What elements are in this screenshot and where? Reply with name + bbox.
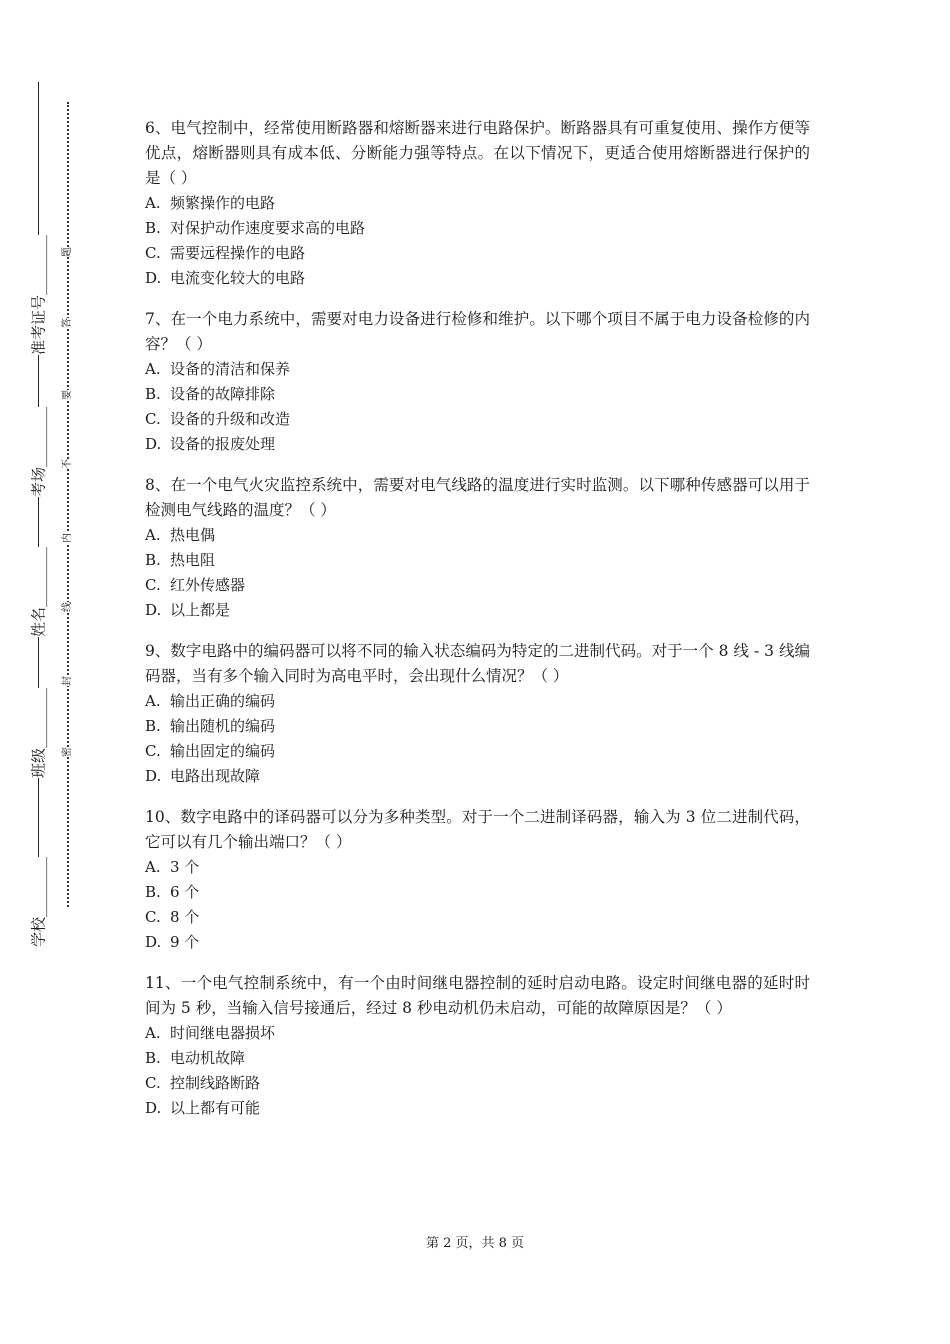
option-text: 时间继电器损坏 xyxy=(170,1024,276,1042)
option-letter: A. xyxy=(145,858,161,876)
option-text: 热电偶 xyxy=(170,526,216,544)
option-b[interactable] xyxy=(145,714,810,739)
option-a[interactable] xyxy=(145,357,810,382)
question-stem: 10、数字电路中的译码器可以分为多种类型。对于一个二进制译码器，输入为 3 位二进制代码，它可以有几个输出端口？（ ） xyxy=(145,808,810,851)
seal-char: 不 xyxy=(60,459,76,469)
option-letter: C. xyxy=(145,1074,161,1092)
seal-char: 内 xyxy=(60,533,76,543)
option-letter: D. xyxy=(145,933,162,951)
question-list xyxy=(145,116,810,1137)
question-stem: 9、数字电路中的编码器可以将不同的输入状态编码为特定的二进制代码。对于一个 8 线 - 3 线编码器，当有多个输入同时为高电平时，会出现什么情况？（ ） xyxy=(145,642,810,685)
option-text: 控制线路断路 xyxy=(170,1074,261,1092)
option-letter: C. xyxy=(145,244,161,262)
option-letter: C. xyxy=(145,410,161,428)
option-b[interactable] xyxy=(145,880,810,905)
option-text: 设备的报废处理 xyxy=(170,435,276,453)
question-8 xyxy=(145,473,810,623)
seal-char: 要 xyxy=(60,390,76,400)
option-letter: B. xyxy=(145,385,161,403)
seal-dotted-line xyxy=(67,102,69,907)
option-text: 输出正确的编码 xyxy=(170,692,276,710)
option-text: 输出随机的编码 xyxy=(170,717,276,735)
question-11 xyxy=(145,971,810,1121)
option-c[interactable] xyxy=(145,1071,810,1096)
option-a[interactable] xyxy=(145,191,810,216)
binding-solid-line xyxy=(38,82,39,927)
option-d[interactable] xyxy=(145,1096,810,1121)
option-text: 9 个 xyxy=(170,933,200,951)
option-text: 设备的清洁和保养 xyxy=(170,360,291,378)
option-letter: B. xyxy=(145,219,161,237)
option-d[interactable] xyxy=(145,598,810,623)
question-9 xyxy=(145,639,810,789)
option-text: 电动机故障 xyxy=(170,1049,246,1067)
seal-char: 题 xyxy=(60,247,76,257)
option-b[interactable] xyxy=(145,382,810,407)
exam-id-label: 准考证号________ xyxy=(28,235,51,355)
option-letter: A. xyxy=(145,692,161,710)
option-b[interactable] xyxy=(145,216,810,241)
option-a[interactable] xyxy=(145,523,810,548)
option-letter: D. xyxy=(145,435,162,453)
seal-char: 封 xyxy=(60,676,76,686)
question-7 xyxy=(145,307,810,457)
option-letter: B. xyxy=(145,1049,161,1067)
question-6 xyxy=(145,116,810,291)
school-label: 学校________ xyxy=(28,857,51,947)
option-text: 需要远程操作的电路 xyxy=(170,244,306,262)
option-text: 电流变化较大的电路 xyxy=(170,269,306,287)
option-text: 热电阻 xyxy=(170,551,216,569)
option-letter: A. xyxy=(145,360,161,378)
question-stem: 7、在一个电力系统中，需要对电力设备进行检修和维护。以下哪个项目不属于电力设备检修的内容？（ ） xyxy=(145,310,810,353)
option-c[interactable] xyxy=(145,407,810,432)
option-c[interactable] xyxy=(145,739,810,764)
option-text: 设备的故障排除 xyxy=(170,385,276,403)
seal-char: 线 xyxy=(60,602,76,612)
option-d[interactable] xyxy=(145,266,810,291)
option-text: 红外传感器 xyxy=(170,576,246,594)
option-letter: C. xyxy=(145,908,161,926)
question-stem: 11、一个电气控制系统中，有一个由时间继电器控制的延时启动电路。设定时间继电器的延时时间为 5 秒，当输入信号接通后，经过 8 秒电动机仍未启动，可能的故障原因是？（ ） xyxy=(145,974,810,1017)
option-a[interactable] xyxy=(145,689,810,714)
option-letter: D. xyxy=(145,601,162,619)
option-b[interactable] xyxy=(145,1046,810,1071)
option-b[interactable] xyxy=(145,548,810,573)
option-text: 对保护动作速度要求高的电路 xyxy=(170,219,366,237)
binding-margin xyxy=(0,0,73,1344)
option-d[interactable] xyxy=(145,764,810,789)
option-text: 输出固定的编码 xyxy=(170,742,276,760)
student-name-label: 姓名________ xyxy=(28,547,51,637)
option-letter: B. xyxy=(145,883,161,901)
option-letter: D. xyxy=(145,269,162,287)
option-text: 6 个 xyxy=(170,883,200,901)
question-stem: 8、在一个电气火灾监控系统中，需要对电气线路的温度进行实时监测。以下哪种传感器可以用于检测电气线路的温度？（ ） xyxy=(145,476,810,519)
option-letter: B. xyxy=(145,717,161,735)
option-text: 以上都有可能 xyxy=(170,1099,261,1117)
option-text: 设备的升级和改造 xyxy=(170,410,291,428)
option-letter: A. xyxy=(145,526,161,544)
option-text: 8 个 xyxy=(170,908,200,926)
page-number: 第 2 页，共 8 页 xyxy=(425,1236,525,1251)
exam-room-label: 考场________ xyxy=(28,407,51,497)
option-a[interactable] xyxy=(145,855,810,880)
option-c[interactable] xyxy=(145,905,810,930)
option-text: 3 个 xyxy=(170,858,200,876)
option-letter: C. xyxy=(145,576,161,594)
option-c[interactable] xyxy=(145,241,810,266)
seal-char: 密 xyxy=(60,747,76,757)
option-text: 以上都是 xyxy=(170,601,231,619)
option-d[interactable] xyxy=(145,432,810,457)
option-d[interactable] xyxy=(145,930,810,955)
option-letter: A. xyxy=(145,194,161,212)
option-text: 电路出现故障 xyxy=(170,767,261,785)
option-text: 频繁操作的电路 xyxy=(170,194,276,212)
option-letter: D. xyxy=(145,767,162,785)
option-letter: A. xyxy=(145,1024,161,1042)
question-stem: 6、电气控制中，经常使用断路器和熔断器来进行电路保护。断路器具有可重复使用、操作方便等优点，熔断器则具有成本低、分断能力强等特点。在以下情况下，更适合使用熔断器进行保护的是（ ） xyxy=(145,119,810,187)
question-10 xyxy=(145,805,810,955)
class-label: 班级________ xyxy=(28,688,51,778)
option-letter: C. xyxy=(145,742,161,760)
option-a[interactable] xyxy=(145,1021,810,1046)
option-letter: B. xyxy=(145,551,161,569)
option-c[interactable] xyxy=(145,573,810,598)
option-letter: D. xyxy=(145,1099,162,1117)
seal-char: 答 xyxy=(60,318,76,328)
